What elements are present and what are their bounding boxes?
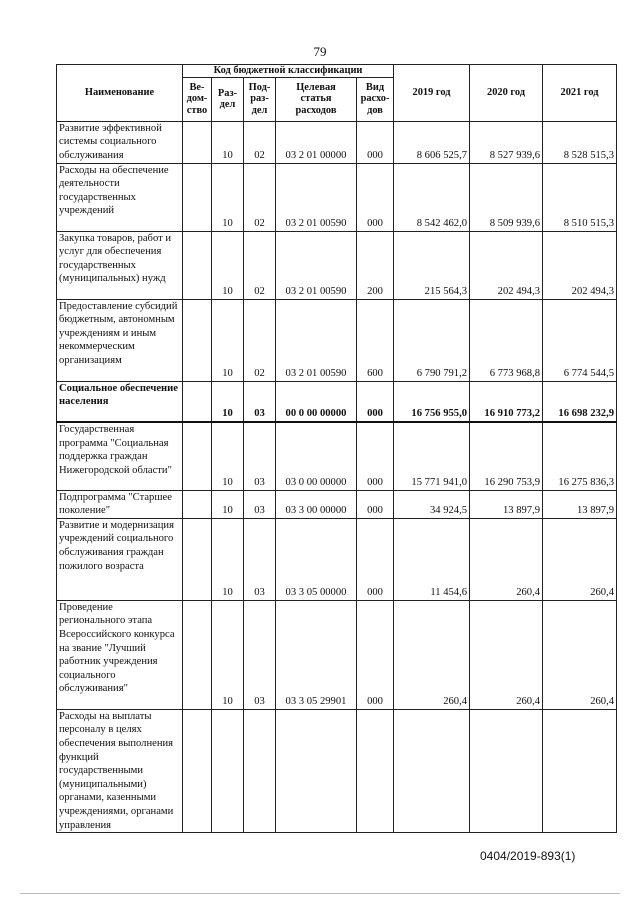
row-podrazdel: 03 xyxy=(244,518,276,600)
row-2021: 260,4 xyxy=(543,518,617,600)
table-row xyxy=(57,422,617,490)
table-row xyxy=(57,299,617,381)
row-razdel: 10 xyxy=(212,163,244,231)
row-vid: 200 xyxy=(357,231,394,299)
table-row xyxy=(57,518,617,600)
row-podrazdel: 03 xyxy=(244,490,276,518)
header-target-article: Целевая статья расходов xyxy=(276,77,357,121)
row-razdel: 10 xyxy=(212,600,244,709)
row-podrazdel: 03 xyxy=(244,381,276,422)
row-target xyxy=(276,709,357,832)
row-2020: 8 527 939,6 xyxy=(470,121,543,163)
row-vid: 000 xyxy=(357,121,394,163)
row-2019: 6 790 791,2 xyxy=(394,299,470,381)
budget-table xyxy=(56,64,617,833)
header-2021: 2021 год xyxy=(543,65,617,122)
row-vedomstvo xyxy=(183,518,212,600)
table-row xyxy=(57,381,617,422)
row-vedomstvo xyxy=(183,490,212,518)
header-2019: 2019 год xyxy=(394,65,470,122)
row-2020: 260,4 xyxy=(470,600,543,709)
row-2019: 16 756 955,0 xyxy=(394,381,470,422)
page-number: 79 xyxy=(313,44,327,59)
row-razdel xyxy=(212,709,244,832)
row-podrazdel: 02 xyxy=(244,163,276,231)
row-2019: 215 564,3 xyxy=(394,231,470,299)
row-2019: 260,4 xyxy=(394,600,470,709)
header-razdel: Раз- дел xyxy=(212,77,244,121)
row-vid xyxy=(357,709,394,832)
row-2021: 8 510 515,3 xyxy=(543,163,617,231)
row-2021: 202 494,3 xyxy=(543,231,617,299)
row-name: Развитие и модернизация учреждений социального обслуживания граждан пожилого возраста xyxy=(57,518,183,600)
table-row xyxy=(57,121,617,163)
row-razdel: 10 xyxy=(212,518,244,600)
row-2021: 260,4 xyxy=(543,600,617,709)
row-name: Социальное обеспечение населения xyxy=(57,381,183,422)
header-podrazdel: Под- раз- дел xyxy=(244,77,276,121)
row-vedomstvo xyxy=(183,231,212,299)
row-name: Расходы на обеспечение деятельности государственных учреждений xyxy=(57,163,183,231)
row-2021 xyxy=(543,709,617,832)
row-2020: 6 773 968,8 xyxy=(470,299,543,381)
row-name: Развитие эффективной системы социального обслуживания xyxy=(57,121,183,163)
row-2019: 8 606 525,7 xyxy=(394,121,470,163)
row-razdel: 10 xyxy=(212,381,244,422)
table-row xyxy=(57,490,617,518)
row-vid: 000 xyxy=(357,163,394,231)
row-vedomstvo xyxy=(183,299,212,381)
row-target: 03 0 00 00000 xyxy=(276,422,357,490)
row-2019: 8 542 462,0 xyxy=(394,163,470,231)
row-2019: 11 454,6 xyxy=(394,518,470,600)
row-target: 03 2 01 00590 xyxy=(276,163,357,231)
row-2021: 8 528 515,3 xyxy=(543,121,617,163)
row-2021: 6 774 544,5 xyxy=(543,299,617,381)
row-name: Проведение регионального этапа Всероссийского конкурса на звание "Лучший работник учреждения социального обслуживания" xyxy=(57,600,183,709)
row-name: Расходы на выплаты персоналу в целях обеспечения выполнения функций государственными (муниципальными) органами, казенными учреждениями, органами управления xyxy=(57,709,183,832)
header-name: Наименование xyxy=(57,65,183,122)
table-row xyxy=(57,600,617,709)
row-2019: 34 924,5 xyxy=(394,490,470,518)
header-vedomstvo: Ве- дом- ство xyxy=(183,77,212,121)
row-2020: 16 910 773,2 xyxy=(470,381,543,422)
header-expense-type: Вид расхо- дов xyxy=(357,77,394,121)
row-vedomstvo xyxy=(183,709,212,832)
row-razdel: 10 xyxy=(212,490,244,518)
row-vedomstvo xyxy=(183,422,212,490)
row-podrazdel: 02 xyxy=(244,231,276,299)
row-2020: 202 494,3 xyxy=(470,231,543,299)
row-2020: 16 290 753,9 xyxy=(470,422,543,490)
row-vedomstvo xyxy=(183,121,212,163)
row-2020 xyxy=(470,709,543,832)
row-vedomstvo xyxy=(183,163,212,231)
row-podrazdel xyxy=(244,709,276,832)
row-2020: 260,4 xyxy=(470,518,543,600)
row-target: 03 3 05 29901 xyxy=(276,600,357,709)
document-code: 0404/2019-893(1) xyxy=(480,849,576,863)
table-row xyxy=(57,163,617,231)
row-2019 xyxy=(394,709,470,832)
row-vid: 000 xyxy=(357,518,394,600)
scan-edge-divider xyxy=(20,893,620,894)
row-podrazdel: 03 xyxy=(244,422,276,490)
row-razdel: 10 xyxy=(212,299,244,381)
row-name: Закупка товаров, работ и услуг для обеспечения государственных (муниципальных) нужд xyxy=(57,231,183,299)
row-2021: 13 897,9 xyxy=(543,490,617,518)
row-target: 03 2 01 00000 xyxy=(276,121,357,163)
header-budget-code-group: Код бюджетной классификации xyxy=(183,65,394,78)
row-razdel: 10 xyxy=(212,422,244,490)
table-row xyxy=(57,231,617,299)
row-podrazdel: 02 xyxy=(244,299,276,381)
row-2021: 16 275 836,3 xyxy=(543,422,617,490)
row-target: 03 2 01 00590 xyxy=(276,231,357,299)
row-vid: 000 xyxy=(357,381,394,422)
row-podrazdel: 03 xyxy=(244,600,276,709)
row-vid: 600 xyxy=(357,299,394,381)
table-row xyxy=(57,709,617,832)
row-target: 00 0 00 00000 xyxy=(276,381,357,422)
row-razdel: 10 xyxy=(212,231,244,299)
row-vedomstvo xyxy=(183,381,212,422)
row-2020: 13 897,9 xyxy=(470,490,543,518)
row-2020: 8 509 939,6 xyxy=(470,163,543,231)
row-vid: 000 xyxy=(357,600,394,709)
row-name: Предоставление субсидий бюджетным, автономным учреждениям и иным некоммерческим организациям xyxy=(57,299,183,381)
row-target: 03 3 00 00000 xyxy=(276,490,357,518)
row-vid: 000 xyxy=(357,422,394,490)
row-vid: 000 xyxy=(357,490,394,518)
row-target: 03 2 01 00590 xyxy=(276,299,357,381)
row-target: 03 3 05 00000 xyxy=(276,518,357,600)
row-2019: 15 771 941,0 xyxy=(394,422,470,490)
row-vedomstvo xyxy=(183,600,212,709)
row-name: Государственная программа "Социальная поддержка граждан Нижегородской области" xyxy=(57,422,183,490)
row-2021: 16 698 232,9 xyxy=(543,381,617,422)
row-podrazdel: 02 xyxy=(244,121,276,163)
row-razdel: 10 xyxy=(212,121,244,163)
header-2020: 2020 год xyxy=(470,65,543,122)
row-name: Подпрограмма "Старшее поколение" xyxy=(57,490,183,518)
